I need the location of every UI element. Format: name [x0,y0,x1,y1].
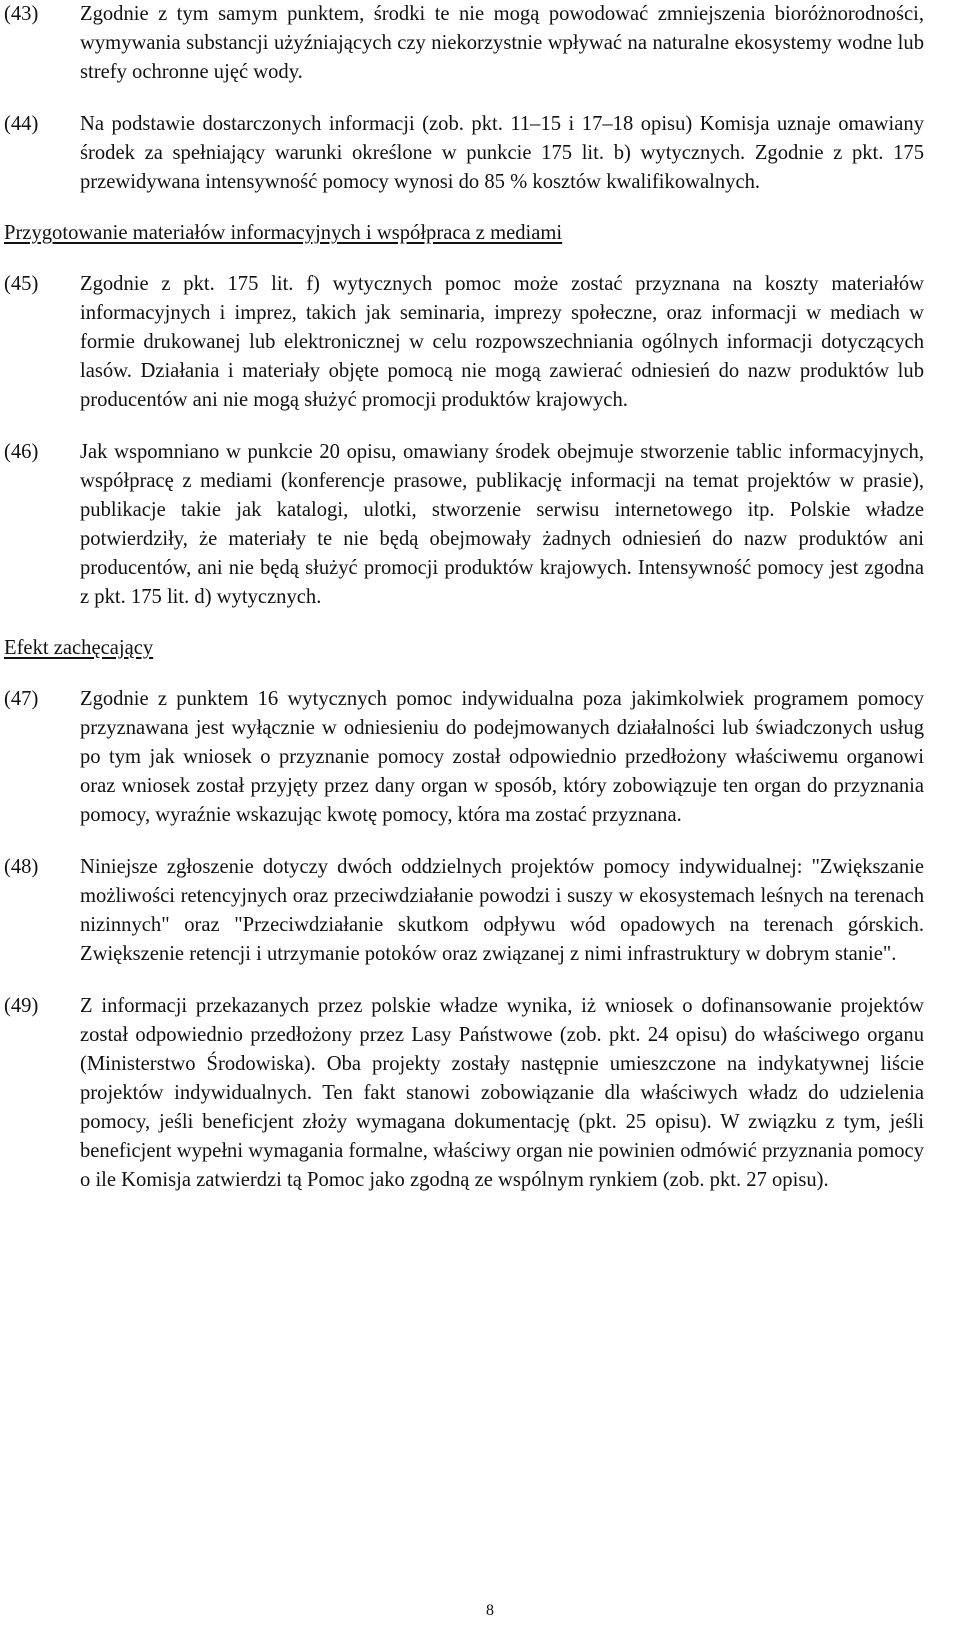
paragraph-text: Zgodnie z tym samym punktem, środki te nie mogą powodować zmniejszenia bioróżnorodności, wymywania substancji użyźniających czy niekorzystnie wpływać na naturalne ekosystemy wodne lub strefy ochronne ujęć wody. [80,3,924,83]
paragraph-number: (43) [4,3,39,25]
paragraph-46 [4,438,924,612]
paragraph-45 [4,270,924,415]
section-heading-media: Przygotowanie materiałów informacyjnych i współpraca z mediami [4,222,563,244]
paragraph-49 [4,992,924,1195]
paragraph-number: (48) [4,856,39,878]
paragraph-44 [4,110,924,197]
paragraph-text: Niniejsze zgłoszenie dotyczy dwóch oddzielnych projektów pomocy indywidualnej: "Zwiększanie możliwości retencyjnych oraz przeciwdziałanie powodzi i suszy w ekosystemach leśnych na terenach nizinnych" oraz "Przeciwdziałanie skutkom odpływu wód opadowych na terenach górskich. Zwiększenie retencji i utrzymanie potoków oraz związanej z nimi infrastruktury w dobrym stanie". [80,856,924,965]
paragraph-43 [4,0,924,87]
paragraph-text: Zgodnie z pkt. 175 lit. f) wytycznych pomoc może zostać przyznana na koszty materiałów informacyjnych i imprez, takich jak seminaria, imprezy społeczne, oraz informacji w mediach w formie drukowanej lub elektronicznej w celu rozpowszechniania ogólnych informacji dotyczących lasów. Działania i materiały objęte pomocą nie mogą zawierać odniesień do nazw produktów lub producentów ani nie mogą służyć promocji produktów krajowych. [80,273,924,411]
section-heading-incentive: Efekt zachęcający [4,637,154,659]
paragraph-text: Zgodnie z punktem 16 wytycznych pomoc indywidualna poza jakimkolwiek programem pomocy przyznawana jest wyłącznie w odniesieniu do podejmowanych działalności lub świadczonych usług po tym jak wniosek o przyznanie pomocy został odpowiednio przedłożony właściwemu organowi oraz wniosek został przyjęty przez dany organ w sposób, który zobowiązuje ten organ do przyznania pomocy, wyraźnie wskazując kwotę pomocy, która ma zostać przyznana. [80,688,924,826]
paragraph-number: (45) [4,273,39,295]
paragraph-number: (47) [4,688,39,710]
paragraph-number: (46) [4,441,39,463]
paragraph-number: (44) [4,113,39,135]
paragraph-text: Na podstawie dostarczonych informacji (zob. pkt. 11–15 i 17–18 opisu) Komisja uznaje omawiany środek za spełniający warunki określone w punkcie 175 lit. b) wytycznych. Zgodnie z pkt. 175 przewidywana intensywność pomocy wynosi do 85 % kosztów kwalifikowalnych. [80,113,924,193]
paragraph-text: Jak wspomniano w punkcie 20 opisu, omawiany środek obejmuje stworzenie tablic informacyjnych, współpracę z mediami (konferencje prasowe, publikację informacji na temat projektów w prasie), publikacje takie jak katalogi, ulotki, stworzenie serwisu internetowego itp. Polskie władze potwierdziły, że materiały te nie będą obejmowały żadnych odniesień do nazw produktów ani producentów, ani nie będą służyć promocji produktów krajowych. Intensywność pomocy jest zgodna z pkt. 175 lit. d) wytycznych. [80,441,924,608]
page-number: 8 [486,1602,494,1619]
paragraph-text: Z informacji przekazanych przez polskie władze wynika, iż wniosek o dofinansowanie projektów został odpowiednio przedłożony przez Lasy Państwowe (zob. pkt. 24 opisu) do właściwego organu (Ministerstwo Środowiska). Oba projekty zostały następnie umieszczone na indykatywnej liście projektów indywidualnych. Ten fakt stanowi zobowiązanie dla właściwych władz do udzielenia pomocy, jeśli beneficjent złoży wymagana dokumentację (pkt. 25 opisu). W związku z tym, jeśli beneficjent wypełni wymagania formalne, właściwy organ nie powinien odmówić przyznania pomocy o ile Komisja zatwierdzi tą Pomoc jako zgodną ze wspólnym rynkiem (zob. pkt. 27 opisu). [80,995,924,1191]
document-body [4,0,924,1195]
paragraph-number: (49) [4,995,39,1017]
paragraph-48 [4,853,924,969]
paragraph-47 [4,685,924,830]
